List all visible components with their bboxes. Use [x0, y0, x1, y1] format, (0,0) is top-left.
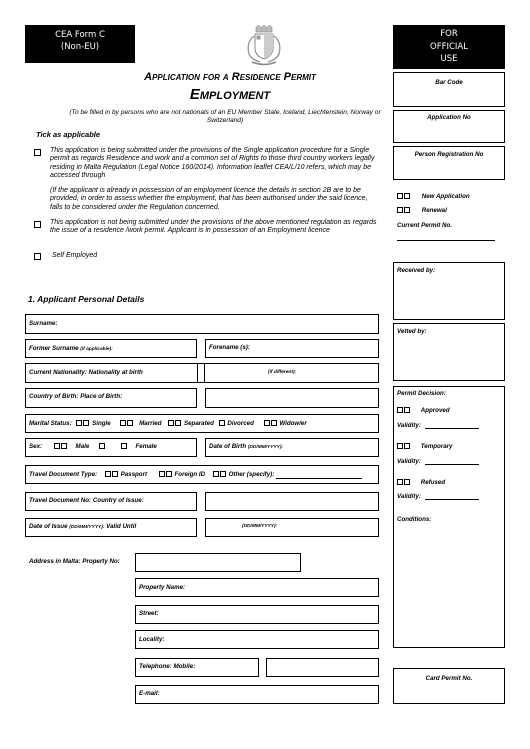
form-code-line2: (Non-EU) — [60, 42, 100, 52]
title-line1: Application for a Residence Permit — [144, 71, 316, 83]
former-surname-note: (if applicable): — [80, 347, 113, 352]
marital-status-label: Marital Status: — [29, 420, 72, 427]
tick-heading: Tick as applicable — [36, 130, 101, 139]
bar-code-box — [393, 72, 505, 107]
temporary-validity-label: Validity: — [397, 458, 421, 465]
option-second-checkbox[interactable] — [34, 221, 41, 228]
other-label: Other (specify): — [228, 471, 275, 478]
surname-label: Surname: — [29, 320, 58, 327]
application-no-label: Application No — [427, 114, 471, 121]
other-specify-line[interactable] — [276, 478, 362, 479]
approved-checkbox-2[interactable] — [404, 407, 410, 413]
female-checkbox-2[interactable] — [121, 443, 127, 449]
widow-label: Widow/er — [279, 420, 307, 427]
approved-validity-label: Validity: — [397, 422, 421, 429]
temporary-group — [397, 443, 452, 450]
refused-label: Refused — [420, 479, 446, 486]
street-field[interactable] — [135, 605, 379, 624]
section1-title: 1. Applicant Personal Details — [28, 294, 145, 304]
passport-checkbox-2[interactable] — [112, 471, 118, 477]
date-of-birth-format: (DD/MM/YYYY): — [247, 445, 284, 450]
temporary-checkbox[interactable] — [397, 443, 403, 449]
title-line2: Employment — [189, 86, 271, 103]
surname-field[interactable] — [25, 314, 379, 334]
forename-label: Forename (s): — [209, 344, 250, 351]
if-different-label: (if different): — [268, 370, 297, 375]
permit-decision-label: Permit Decision: — [397, 390, 446, 397]
widow-checkbox[interactable] — [264, 420, 270, 426]
date-of-issue-format: (DD/MM/YYYY): — [69, 525, 105, 530]
valid-until-format: (DD/MM/YYYY): — [242, 524, 278, 529]
locality-label: Locality: — [139, 636, 165, 643]
address-group — [29, 558, 120, 565]
new-application-checkbox[interactable] — [397, 193, 403, 199]
approved-validity-line[interactable] — [425, 428, 479, 429]
travel-doc-no-label: Travel Document No: Country of Issue: — [29, 497, 144, 504]
renewal-checkbox-2[interactable] — [404, 207, 410, 213]
renewal-label: Renewal — [421, 207, 447, 214]
former-surname-text: Former Surname — [29, 345, 79, 352]
approved-label: Approved — [420, 407, 450, 414]
new-application-group — [397, 193, 470, 200]
refused-validity-line[interactable] — [425, 499, 479, 500]
new-application-checkbox-2[interactable] — [404, 193, 410, 199]
option-first-checkbox[interactable] — [34, 149, 41, 156]
current-permit-no-line[interactable] — [397, 240, 495, 241]
mobile-field[interactable] — [266, 658, 379, 677]
valid-until-label: Valid Until — [106, 523, 137, 530]
date-of-birth-label: Date of Birth — [209, 443, 247, 450]
approved-checkbox[interactable] — [397, 407, 403, 413]
divorced-label: Divorced — [227, 420, 254, 427]
male-label: Male — [75, 443, 90, 450]
property-no-field[interactable] — [135, 553, 301, 572]
separated-label: Separated — [183, 420, 214, 427]
male-checkbox-2[interactable] — [61, 443, 67, 449]
married-checkbox-2[interactable] — [127, 420, 133, 426]
property-name-label: Property Name: — [139, 584, 186, 591]
foreign-id-checkbox[interactable] — [159, 471, 165, 477]
official-use-line1: FOR — [440, 29, 458, 39]
official-use-line3: USE — [440, 54, 458, 64]
email-field[interactable] — [135, 685, 379, 704]
passport-label: Passport — [120, 471, 148, 478]
married-checkbox[interactable] — [120, 420, 126, 426]
country-of-issue-field[interactable] — [205, 492, 379, 511]
card-permit-no-label: Card Permit No. — [425, 675, 473, 682]
licence-note: (If the applicant is already in possession of an employment licence the details in section 2B are to be provided, in order to assess whether the employment, that has been authorised under the said licence, falls to be considered under the Regulation concerned. — [50, 187, 368, 211]
single-label: Single — [92, 420, 111, 427]
refused-group — [397, 479, 445, 486]
separated-checkbox-2[interactable] — [175, 420, 181, 426]
foreign-id-checkbox-2[interactable] — [166, 471, 172, 477]
locality-field[interactable] — [135, 630, 379, 649]
date-of-issue-label: Date of Issue — [29, 523, 68, 530]
separated-checkbox[interactable] — [168, 420, 174, 426]
place-of-birth-field[interactable] — [205, 388, 379, 408]
self-employed-checkbox[interactable] — [34, 253, 41, 260]
passport-checkbox[interactable] — [105, 471, 111, 477]
male-checkbox[interactable] — [54, 443, 60, 449]
option-second-text: This application is not being submitted under the provisions of the above mentioned regulation as regards the issue of a residence /work permit. Applicant is in possession of an Employment licence — [50, 219, 377, 235]
nationality-divider — [197, 363, 205, 383]
received-by-label: Received by: — [397, 267, 436, 274]
temporary-label: Temporary — [420, 443, 453, 450]
foreign-id-label: Foreign ID — [174, 471, 206, 478]
refused-checkbox[interactable] — [397, 479, 403, 485]
travel-doc-type-group — [29, 471, 274, 478]
property-no-label: Property No: — [82, 558, 120, 565]
coat-of-arms-emblem — [240, 24, 288, 68]
travel-doc-type-label: Travel Document Type: — [29, 471, 98, 478]
bar-code-label: Bar Code — [435, 79, 463, 86]
valid-until-field[interactable] — [205, 518, 379, 537]
single-checkbox[interactable] — [76, 420, 82, 426]
approved-group — [397, 407, 450, 414]
renewal-group — [397, 207, 447, 214]
vetted-by-label: Vetted by: — [397, 328, 427, 335]
form-code-box — [25, 25, 135, 63]
self-employed-label: Self Employed — [52, 252, 98, 259]
temporary-validity-line[interactable] — [425, 464, 479, 465]
date-of-birth-group — [209, 443, 283, 450]
temporary-checkbox-2[interactable] — [404, 443, 410, 449]
card-permit-no-box — [393, 668, 505, 704]
option-first-text: This application is being submitted under the provisions of the Single application procedure for a Single permit as regards Residence and work and a common set of Rights to those third country workers legally residing in Malta Regulation (Legal Notice 160/2014). Information leaflet CEA/L/10 refers, which may be accessed through — [50, 147, 375, 179]
sex-group — [29, 443, 157, 450]
refused-validity-label: Validity: — [397, 493, 421, 500]
official-use-line2: OFFICIAL — [430, 41, 468, 52]
married-label: Married — [139, 420, 162, 427]
date-of-issue-group — [29, 523, 136, 530]
country-of-birth-label: Country of Birth: Place of Birth: — [29, 393, 123, 400]
divorced-checkbox[interactable] — [219, 420, 225, 426]
official-use-box — [393, 25, 505, 69]
telephone-label: Telephone: Mobile: — [139, 663, 196, 670]
other-checkbox[interactable] — [213, 471, 219, 477]
marital-status-group — [29, 420, 307, 427]
renewal-checkbox[interactable] — [397, 207, 403, 213]
street-label: Street: — [139, 610, 159, 617]
single-checkbox-2[interactable] — [83, 420, 89, 426]
new-application-label: New Application — [421, 193, 470, 200]
person-reg-no-label: Person Registration No — [414, 151, 484, 158]
address-label: Address in Malta: — [29, 558, 81, 565]
email-label: E-mail: — [139, 690, 160, 697]
title-note: (To be filled in by persons who are not nationals of an EU Member State, Iceland, Liechtenstein, Norway or Switzerland) — [69, 109, 381, 124]
nationality-label: Current Nationality: Nationality at birth — [29, 369, 143, 376]
current-permit-no-label: Current Permit No. — [397, 222, 453, 229]
form-code-line1: CEA Form C — [55, 30, 105, 40]
former-surname-label — [29, 345, 113, 352]
other-checkbox-2[interactable] — [220, 471, 226, 477]
conditions-label: Conditions: — [397, 516, 432, 523]
widow-checkbox-2[interactable] — [271, 420, 277, 426]
female-checkbox[interactable] — [99, 443, 105, 449]
sex-label: Sex: — [29, 443, 43, 450]
female-label: Female — [135, 443, 157, 450]
refused-checkbox-2[interactable] — [404, 479, 410, 485]
